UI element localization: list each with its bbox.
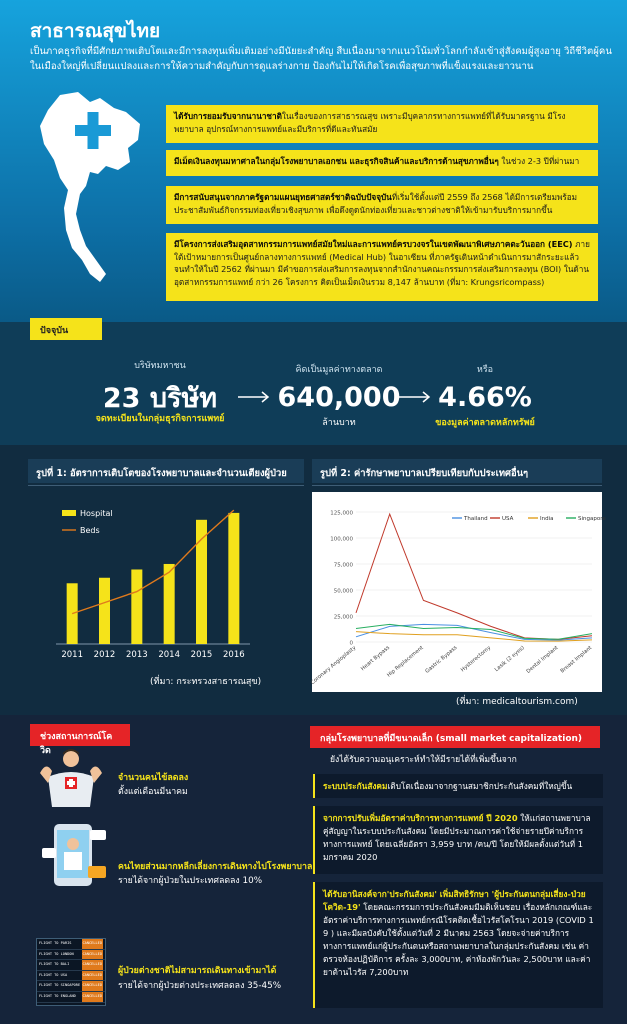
chart2-x-tick: Lasik (2 eyes) (493, 644, 526, 674)
chart1-legend-label: Beds (80, 526, 100, 535)
small-cap-box-1: ระบบประกันสังคมเติบโตเนื่องมาจากฐานสมาชิกประกันสังคมที่ใหญ่ขึ้น (313, 774, 603, 798)
covid-item-3-title: ผู้ป่วยต่างชาติไม่สามารถเดินทางเข้ามาได้ (118, 966, 277, 976)
chart1-x-tick: 2012 (93, 650, 116, 660)
arrow-right-icon (237, 391, 271, 403)
chart1-x-tick: 2014 (158, 650, 180, 660)
chart2-legend-label: USA (502, 516, 514, 522)
covid-tab: ช่วงสถานการณ์โควิด (30, 724, 130, 746)
share-label: หรือ (476, 365, 494, 375)
chart1-svg (28, 492, 304, 672)
flight-destination: FLIGHT TO USA (39, 972, 68, 977)
flight-row (37, 992, 105, 1003)
chart2-x-tick: Coronary Angioplasty (309, 644, 358, 687)
chart2-y-tick: 0 (349, 640, 353, 647)
covid-item-2-text: รายได้จากผู้ป่วยในประเทศลดลง 10% (118, 876, 263, 886)
chart2-y-tick: 75,000 (333, 562, 353, 569)
chart2-x-tick: Gastric Bypass (424, 644, 459, 675)
chart2-x-tick: Breast Implant (559, 644, 594, 675)
chart1-x-tick: 2013 (126, 650, 148, 660)
chart2-legend-label: Thailand (464, 516, 488, 522)
flight-status-badge: CANCELLED (82, 992, 103, 1002)
covid-item-1-title: จำนวนคนไข้ลดลง (118, 773, 189, 783)
chart1-title: รูปที่ 1: อัตราการเติบโตของโรงพยาบาลและจำนวนเตียงผู้ป่วย (28, 459, 304, 483)
chart1-divider (28, 485, 304, 486)
share-value: 4.66% (438, 382, 532, 413)
chart2-series-line (356, 624, 592, 640)
market-sub: ล้านบาท (322, 418, 356, 428)
flight-row (37, 960, 105, 971)
telemedicine-icon (40, 818, 108, 888)
chart2-y-tick: 50,000 (333, 588, 353, 595)
chart1-legend-label: Hospital (80, 509, 113, 518)
highlight-box-1: ได้รับการยอมรับจากนานาชาติในเรื่องของการสาธารณสุข เพราะมีบุคลากรทางการแพทย์ที่ได้รับมาตรฐาน มีโรงพยาบาล อุปกรณ์ทางการแพทย์และมีบริการที่ดีและทันสมัย (166, 105, 598, 143)
small-cap-tab: กลุ่มโรงพยาบาลที่มีขนาดเล็ก (small market capitalization) (310, 726, 600, 748)
highlight-box-2: มีเม็ดเงินลงทุนมหาศาลในกลุ่มโรงพยาบาลเอกชน และธุรกิจสินค้าและบริการด้านสุขภาพอื่นๆ ในช่วง 2-3 ปีที่ผ่านมา (166, 150, 598, 176)
chart1-x-tick: 2011 (61, 650, 83, 660)
chart2-x-tick: Hip Replacement (386, 644, 425, 679)
highlight-box-4: มีโครงการส่งเสริมอุตสาหกรรมการแพทย์สมัยใหม่และการแพทย์ครบวงจรในเขตพัฒนาพิเศษภาคตะวันออก (EEC) ภายใต้เป้าหมายการเป็นศูนย์กลางทางการแพทย์ (Medical Hub) ในอาเซียน ที่ภาครัฐเดินหน้าดำเนินการมาสักระยะแล้ว จนทำให้ในปี 2562 ที่ผ่านมา มีคำขอการส่งเสริมการลงทุนจากสำนักงานคณะกรรมการส่งเสริมการลงทุน (BOI) ในด้านอุตสาหกรรมการแพทย์ กว่า 26 โครงการ คิดเป็นเม็ดเงินรวม 8,147 ล้านบาท (ที่มา: Krungsricompass) (166, 233, 598, 301)
flight-row (37, 950, 105, 961)
chart2-title: รูปที่ 2: ค่ารักษาพยาบาลเปรียบเทียบกับประเทศอื่นๆ (312, 459, 602, 483)
companies-label: บริษัทมหาชน (134, 361, 186, 371)
chart2-x-tick: Dental Implant (525, 644, 560, 675)
chart1-legend-swatch (62, 510, 76, 516)
covid-item-1-text: ตั้งแต่เดือนมีนาคม (118, 787, 188, 797)
chart2-divider (312, 485, 602, 486)
flight-destination: FLIGHT TO LONDON (39, 951, 74, 956)
flight-destination: FLIGHT TO ENGLAND (39, 993, 76, 998)
doctor-icon (38, 747, 104, 809)
flight-status-badge: CANCELLED (82, 981, 103, 991)
chart1-x-tick: 2015 (190, 650, 213, 660)
chart2-legend-label: India (540, 516, 554, 522)
covid-item-3-text: รายได้จากผู้ป่วยต่างประเทศลดลง 35-45% (118, 981, 282, 991)
highlight-box-3: มีการสนับสนุนจากภาครัฐตามแผนยุทธศาสตร์ชาติฉบับปัจจุบันที่เริ่มใช้ตั้งแต่ปี 2559 ถึง 2568 ได้มีการเตรียมพร้อมประชาสัมพันธ์กิจกรรมท่องเที่ยวเชิงสุขภาพ เพื่อดึงดูดนักท่องเที่ยวและชาวต่างชาติให้เข้ามารับบริการมากขึ้น (166, 186, 598, 224)
chart1-x-tick: 2016 (223, 650, 245, 660)
chart2-source: (ที่มา: medicaltourism.com) (456, 697, 578, 707)
chart1-bar (228, 513, 239, 644)
flight-row (37, 939, 105, 950)
flight-status-badge: CANCELLED (82, 971, 103, 981)
chart2-svg (309, 492, 606, 692)
thailand-map-icon (30, 90, 150, 290)
flight-destination: FLIGHT TO SINGAPORE (39, 983, 81, 988)
chart1-bar (164, 564, 175, 644)
current-tab: ปัจจุบัน (30, 318, 102, 340)
companies-value: 23 บริษัท (102, 383, 218, 414)
page-title: สาธารณสุขไทย (30, 20, 161, 42)
chart2-y-tick: 25,000 (333, 614, 353, 621)
small-cap-box-3: ได้รับอานิสงค์จาก'ประกันสังคม' เพิ่มสิทธิรักษา 'ผู้ประกันตนกลุ่มเสี่ยง-ป่วยโควิด-19' โดยคณะกรรมการประกันสังคมมีมติเห็นชอบ เรื่องหลักเกณฑ์และอัตราค่าบริการทางการแพทย์กรณีโรคติดเชื้อไวรัสโคโรนา 2019 (COVID 1 9 ) และมีผลบังคับใช้ตั้งแต่วันที่ 2 มีนาคม 2563 โดยจะจ่ายค่าบริการทางการแพทย์แก่ผู้ประกันตนหรือสถานพยาบาลในกลุ่มประกันสังคม เช่น ค่าตรวจห้องปฏิบัติการ ครั้งละ 3,000บาท, ค่าห้องพักวันละ 2,500บาท และค่ายาต้านไวรัส 7,200บาท (313, 882, 603, 1008)
market-value: 640,000 (277, 382, 401, 413)
flight-status-badge: CANCELLED (82, 950, 103, 960)
chart2-legend-label: Singapore (578, 516, 606, 522)
chart1-source: (ที่มา: กระทรวงสาธารณสุข) (150, 677, 262, 687)
flight-board (36, 938, 106, 1006)
covid-item-2-title: คนไทยส่วนมากหลีกเลี่ยงการเดินทางไปโรงพยาบาล (118, 862, 313, 872)
chart2-series-line (356, 514, 592, 639)
flight-row (37, 971, 105, 982)
flight-status-badge: CANCELLED (82, 960, 103, 970)
share-sub: ของมูลค่าตลาดหลักทรัพย์ (435, 418, 535, 428)
intro-text: เป็นภาคธุรกิจที่มีศักยภาพเติบโตและมีการลงทุนเพิ่มเติมอย่างมีนัยยะสำคัญ สืบเนื่องมาจากแนวโน้มทั่วโลกกำลังเข้าสู่สังคมผู้สูงอายุ วิถีชีวิตผู้คนในเมืองใหญ่ที่เปลี่ยนแปลงและการให้ความสำคัญกับการดูแลร่างกาย ป้องกันไม่ให้เกิดโรคเพื่อสุขภาพที่แข็งแรงและยาวนาน (30, 46, 612, 72)
companies-sub: จดทะเบียนในกลุ่มธุรกิจการแพทย์ (95, 414, 225, 424)
chart2-y-tick: 125,000 (330, 510, 353, 517)
flight-row (37, 981, 105, 992)
chart2-x-tick: Hysterectomy (459, 644, 493, 674)
market-label: คิดเป็นมูลค่าทางตลาด (295, 365, 383, 375)
chart1-bar (131, 569, 142, 644)
chart1-bar (99, 578, 110, 644)
small-cap-box-2: จากการปรับเพิ่มอัตราค่าบริการทางการแพทย์ ปี 2020 ให้แก่สถานพยาบาลคู่สัญญาในระบบประกันสังคม โดยมีประมาณการค่าใช้จ่ายรายปีค่าบริการทางการแพทย์ โดยเฉลี่ยอัตรา 3,959 บาท /คน/ปี โดยให้มีผลตั้งแต่วันที่ 1 มกราคม 2020 (313, 806, 603, 874)
flight-status-badge: CANCELLED (82, 939, 103, 949)
small-cap-lead: ยังได้รับความอนุเคราะห์ทำให้มีรายได้ที่เพิ่มขึ้นจาก (330, 755, 517, 765)
flight-destination: FLIGHT TO PARIS (39, 941, 72, 945)
flight-destination: FLIGHT TO BALI (39, 962, 70, 967)
chart2-y-tick: 100,000 (330, 536, 353, 543)
chart2-x-tick: Heart Bypass (360, 644, 391, 673)
